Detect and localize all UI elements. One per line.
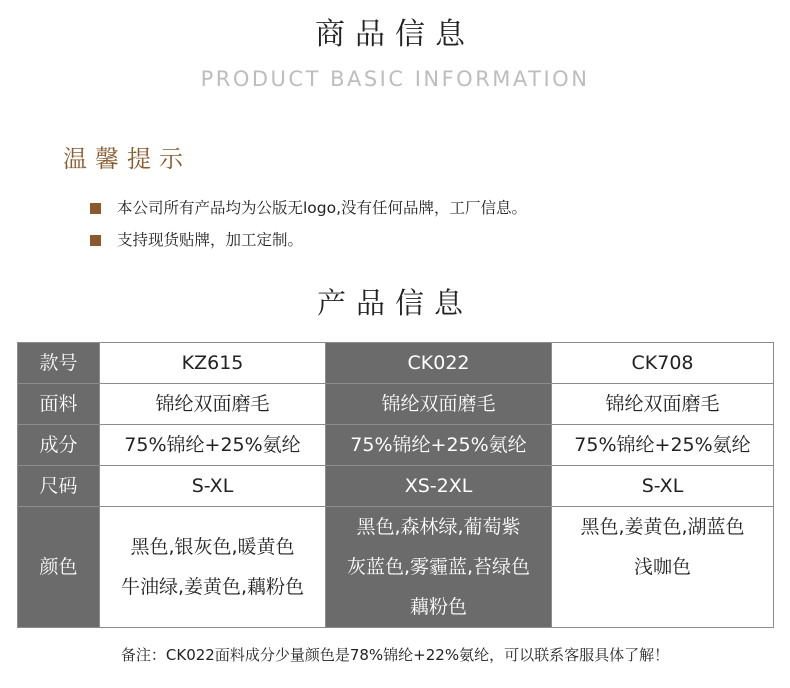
square-bullet-icon (90, 203, 101, 214)
color-line: 黑色,姜黄色,湖蓝色 (580, 516, 745, 538)
color-line: 灰蓝色,雾霾蓝,苔绿色 (346, 556, 531, 578)
table-row-fabric (18, 384, 774, 425)
footnote: 备注：CK022面料成分少量颜色是78%锦纶+22%氨纶，可以联系客服具体了解！ (120, 646, 670, 664)
cell-fabric: 锦纶双面磨毛 (100, 384, 326, 425)
table-row-colors (18, 507, 774, 628)
color-line: 黑色,银灰色,暖黄色 (130, 536, 295, 558)
cell-colors (326, 507, 552, 628)
color-line: 藕粉色 (409, 596, 467, 618)
cell-model: CK708 (552, 343, 774, 384)
notice-item-text: 本公司所有产品均为公版无logo,没有任何品牌，工厂信息。 (117, 199, 528, 217)
row-label-fabric: 面料 (18, 384, 100, 425)
notice-title: 温馨提示 (63, 145, 191, 173)
cell-size: S-XL (100, 466, 326, 507)
row-label-composition: 成分 (18, 425, 100, 466)
color-line: 牛油绿,姜黄色,藕粉色 (120, 576, 305, 598)
cell-composition: 75%锦纶+25%氨纶 (100, 425, 326, 466)
table-row-model (18, 343, 774, 384)
cell-composition: 75%锦纶+25%氨纶 (552, 425, 774, 466)
color-line: 黑色,森林绿,葡萄紫 (356, 516, 521, 538)
cell-colors (552, 507, 774, 628)
notice-item (90, 228, 303, 252)
cell-composition: 75%锦纶+25%氨纶 (326, 425, 552, 466)
page-subtitle: PRODUCT BASIC INFORMATION (200, 67, 590, 91)
square-bullet-icon (90, 235, 101, 246)
table-row-size (18, 466, 774, 507)
row-label-colors: 颜色 (18, 507, 100, 628)
cell-fabric: 锦纶双面磨毛 (326, 384, 552, 425)
section-title: 产品信息 (316, 286, 473, 320)
cell-model: CK022 (326, 343, 552, 384)
row-label-model: 款号 (18, 343, 100, 384)
cell-fabric: 锦纶双面磨毛 (552, 384, 774, 425)
product-spec-table (17, 342, 774, 628)
cell-model: KZ615 (100, 343, 326, 384)
row-label-size: 尺码 (18, 466, 100, 507)
notice-item (90, 196, 527, 220)
cell-size: S-XL (552, 466, 774, 507)
notice-item-text: 支持现货贴牌，加工定制。 (117, 231, 304, 249)
page-title: 商品信息 (315, 17, 475, 52)
table-row-composition (18, 425, 774, 466)
cell-colors (100, 507, 326, 628)
color-line: 浅咖色 (633, 556, 691, 578)
cell-size: XS-2XL (326, 466, 552, 507)
